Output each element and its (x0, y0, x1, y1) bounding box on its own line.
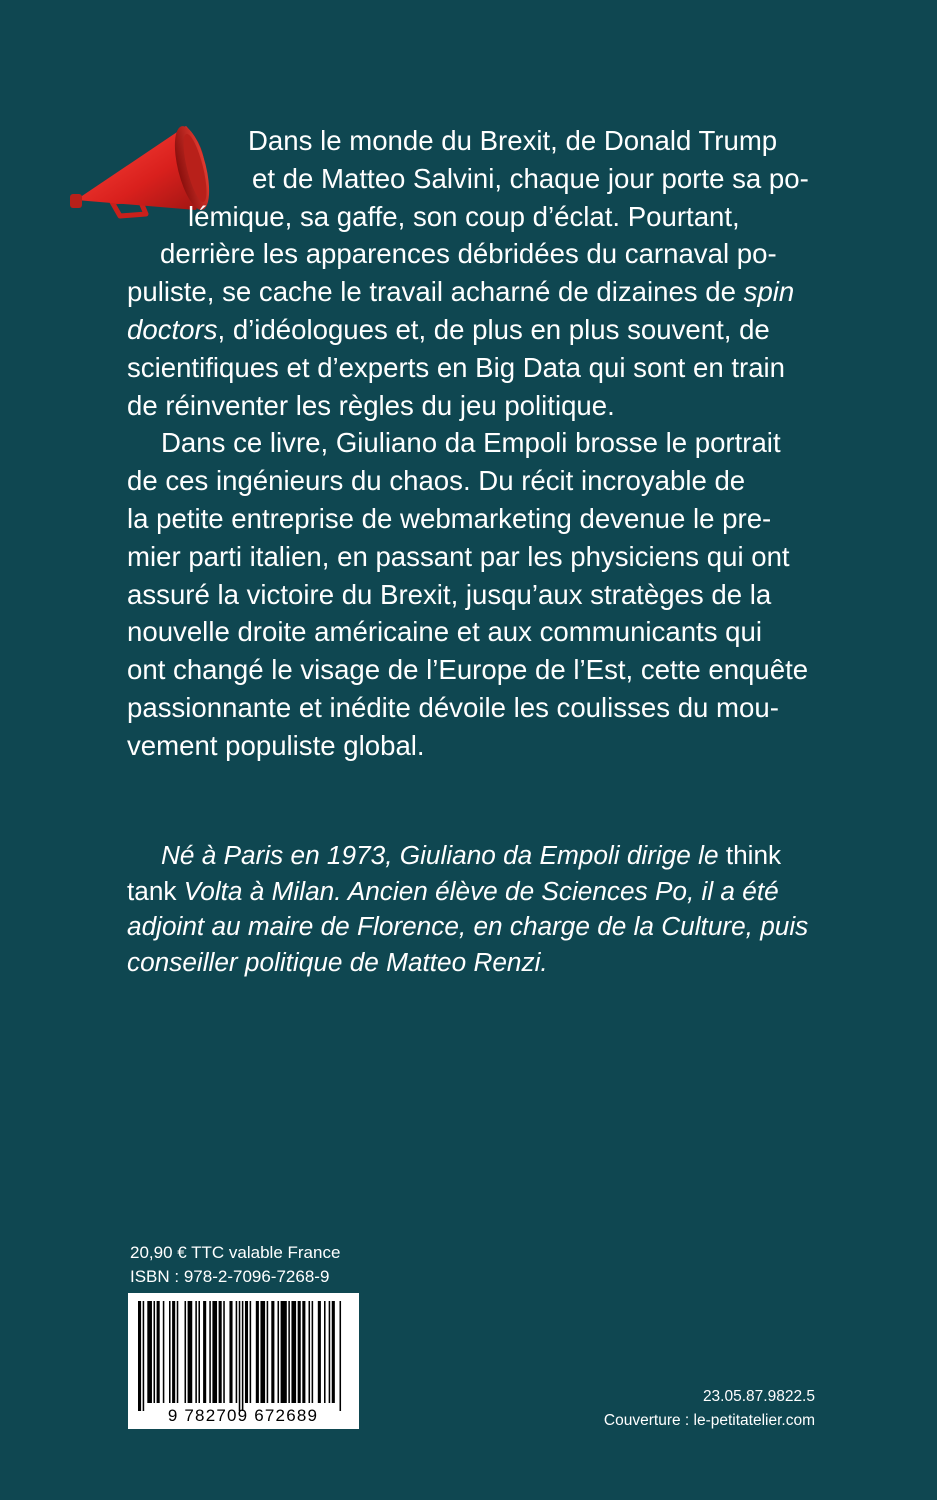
barcode-bar (212, 1301, 217, 1403)
barcode-bar (138, 1301, 141, 1411)
credits (604, 1385, 815, 1433)
barcode-bar (229, 1301, 232, 1403)
barcode-bar (260, 1301, 265, 1403)
barcode-bar (147, 1301, 152, 1403)
barcode-bar (332, 1301, 335, 1403)
barcode-bar (195, 1301, 197, 1403)
barcode-bar (309, 1301, 311, 1403)
barcode-bar (236, 1301, 238, 1403)
barcode-bar (318, 1301, 321, 1403)
isbn-barcode (128, 1293, 359, 1429)
barcode-bar (329, 1301, 331, 1403)
barcode-bar (267, 1301, 269, 1403)
barcode-bar (177, 1301, 179, 1403)
barcode-bar (256, 1301, 259, 1403)
barcode-bars (128, 1293, 359, 1429)
barcode-bar (291, 1301, 296, 1403)
internal-code: 23.05.87.9822.5 (702, 1388, 815, 1405)
barcode-bar (250, 1301, 252, 1403)
isbn-line: ISBN : 978-2-7096-7268-9 (130, 1267, 330, 1286)
barcode-bar (223, 1301, 225, 1403)
barcode-bar (302, 1301, 305, 1403)
blurb-paragraph-2: Dans ce livre, Giuliano da Empoli brosse le portrait de ces ingénieurs du chaos. Du récit incroyable de la petite entreprise de webmarketing devenue le pre- mier parti italien, en passant par les physiciens qui ont assuré la victoire du Brexit, jusqu’aux stratèges de la nouvelle droite américaine et aux communicants qui ont changé le visage de l’Europe de l’Est, cette enquête passionnante et inédite dévoile les coulisses du mou- vement populiste global. (127, 427, 809, 761)
barcode-bar (245, 1301, 248, 1403)
barcode-bar (219, 1301, 222, 1403)
barcode-bar (298, 1301, 301, 1403)
blurb-paragraph-1: Dans le monde du Brexit, de Donald Trump et de Matteo Salvini, chaque jour porte sa po- lémique, sa gaffe, son coup d’éclat. Pourtant, derrière les apparences débridées du carnaval po- puliste, se cache le travail acharné de dizaines de spin doctors, d’idéologues et, de plus en plus souvent, de scientifiques et d’experts en Big Data qui sont en train de réinventer les règles du jeu politique. (127, 125, 809, 421)
barcode-bar (239, 1301, 241, 1411)
barcode-bar (242, 1301, 244, 1411)
barcode-bar (157, 1301, 160, 1403)
barcode-bar (271, 1301, 274, 1403)
author-bio: Né à Paris en 1973, Giuliano da Empoli dirige le think tank Volta à Milan. Ancien élève de Sciences Po, il a été adjoint au maire de Florence, en charge de la Culture, puis conseiller politique de Matteo Renzi. (127, 840, 809, 977)
price-info (130, 1241, 340, 1289)
barcode-bar (172, 1301, 175, 1403)
barcode-bar (188, 1301, 193, 1403)
cover-credit: Couverture : le-petitatelier.com (603, 1412, 815, 1429)
price-line: 20,90 € TTC valable France (130, 1243, 341, 1262)
barcode-bar (185, 1301, 187, 1403)
barcode-bar (281, 1301, 287, 1403)
barcode-bar (154, 1301, 156, 1403)
barcode-bar (278, 1301, 280, 1403)
barcode-bar (288, 1301, 290, 1403)
barcode-bar (203, 1301, 206, 1403)
barcode-bar (209, 1301, 211, 1403)
barcode-bar (163, 1301, 165, 1403)
barcode-bar (324, 1301, 326, 1403)
barcode-bar (312, 1301, 314, 1403)
blurb-text (127, 122, 815, 765)
barcode-digits: 9 782709 672689 (167, 1406, 319, 1425)
barcode-bar (198, 1301, 200, 1403)
barcode-bar (340, 1301, 342, 1411)
barcode-bar (143, 1301, 145, 1411)
barcode-bar (169, 1301, 171, 1403)
